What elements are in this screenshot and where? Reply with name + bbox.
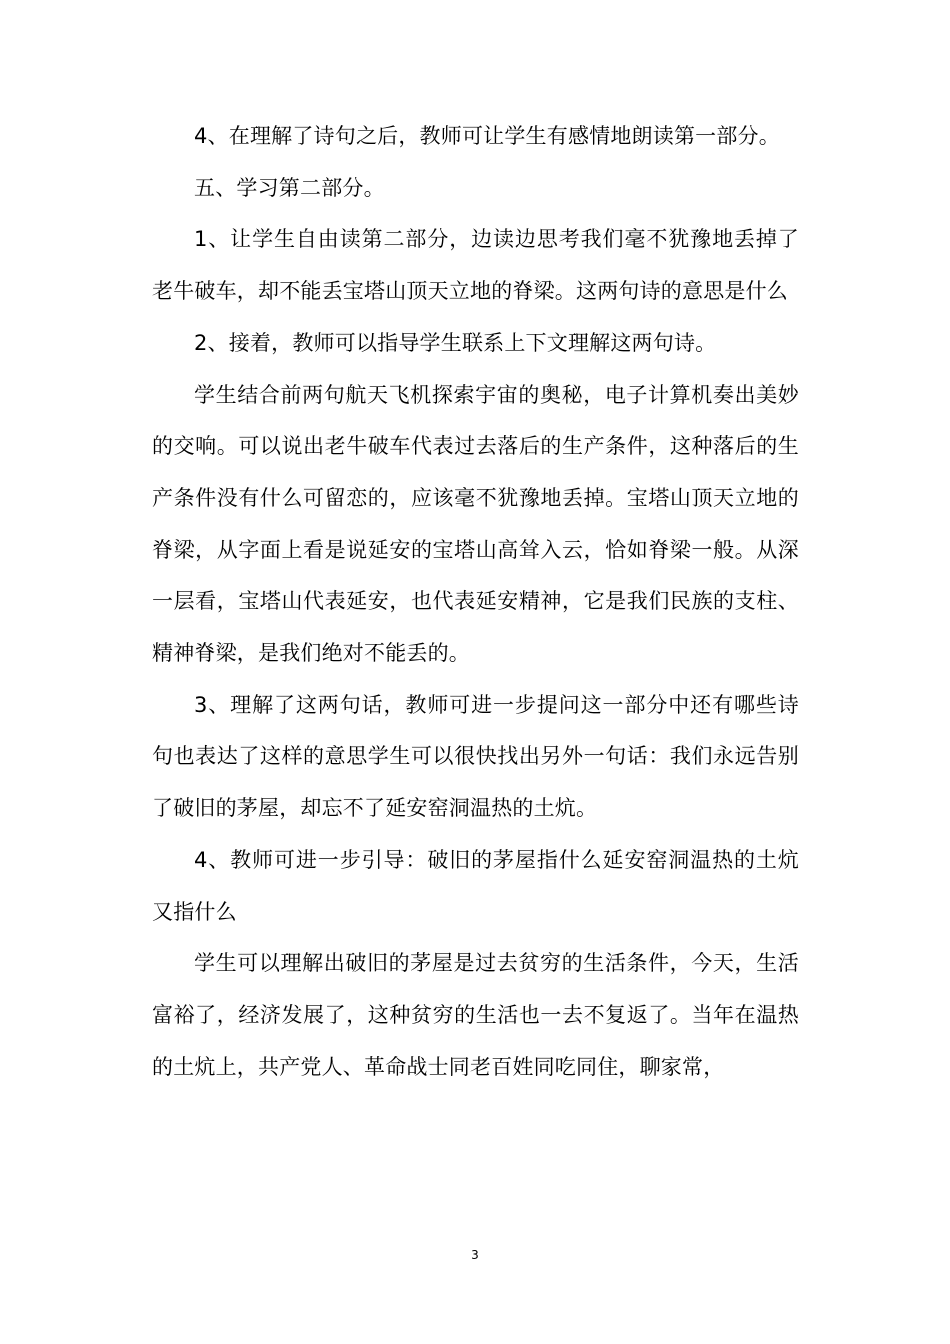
paragraph-8: 学生可以理解出破旧的茅屋是过去贫穷的生活条件，今天，生活富裕了，经济发展了，这种贫穷的生活也一去不复返了。当年在温热的土炕上，共产党人、革命战士同老百姓同吃同住，聊家常，	[152, 951, 799, 1079]
paragraph-6: 3、理解了这两句话，教师可进一步提问这一部分中还有哪些诗句也表达了这样的意思学生可以很快找出另外一句话：我们永远告别了破旧的茅屋，却忘不了延安窑洞温热的土炕。	[152, 692, 799, 821]
paragraph-3: 1、让学生自由读第二部分，边读边思考我们毫不犹豫地丢掉了老牛破车，却不能丢宝塔山顶天立地的脊梁。这两句诗的意思是什么	[152, 227, 799, 304]
paragraph-5: 学生结合前两句航天飞机探索宇宙的奥秘，电子计算机奏出美妙的交响。可以说出老牛破车代表过去落后的生产条件，这种落后的生产条件没有什么可留恋的，应该毫不犹豫地丢掉。宝塔山顶天立地的脊梁，从字面上看是说延安的宝塔山高耸入云，恰如脊梁一般。从深一层看，宝塔山代表延安，也代表延安精神，它是我们民族的支柱、精神脊梁，是我们绝对不能丢的。	[152, 382, 799, 666]
paragraph-7: 4、教师可进一步引导：破旧的茅屋指什么延安窑洞温热的土炕又指什么	[152, 847, 799, 924]
paragraph-2: 五、学习第二部分。	[194, 175, 385, 200]
page-number: 3	[471, 1248, 479, 1262]
document-body	[152, 111, 799, 1093]
paragraph-4: 2、接着，教师可以指导学生联系上下文理解这两句诗。	[194, 330, 717, 355]
paragraph-1: 4、在理解了诗句之后，教师可让学生有感情地朗读第一部分。	[194, 124, 780, 148]
